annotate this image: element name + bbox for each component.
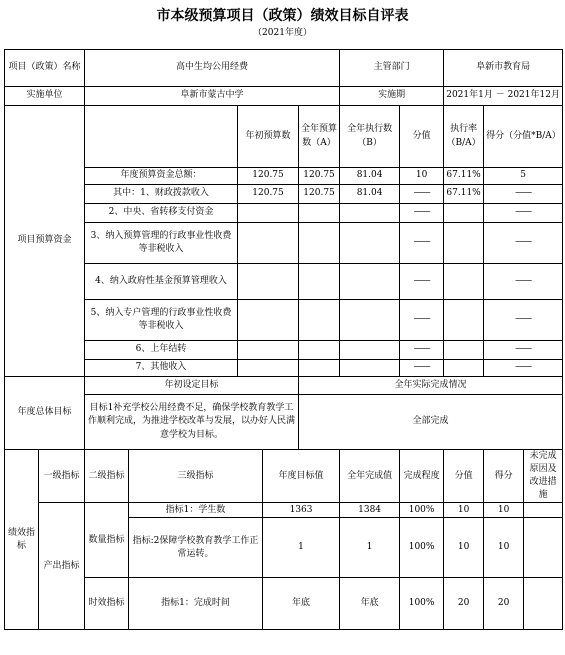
funds-row bbox=[5, 168, 563, 185]
funds-row-init bbox=[238, 223, 299, 264]
funds-row-rate bbox=[444, 341, 484, 360]
perf-row-value: 20 bbox=[444, 578, 484, 630]
funds-row-rate bbox=[444, 264, 484, 300]
dept-label: 主管部门 bbox=[340, 50, 444, 87]
perf-row-reason bbox=[524, 578, 563, 630]
col-level1: 一级指标 bbox=[39, 450, 85, 503]
perf-row-degree: 100% bbox=[400, 503, 444, 518]
funds-row-exec: 81.04 bbox=[340, 185, 400, 204]
funds-row-full bbox=[299, 341, 340, 360]
funds-row-score: —— bbox=[484, 264, 563, 300]
goals-actual-header: 全年实际完成情况 bbox=[299, 377, 563, 395]
funds-row-full bbox=[299, 300, 340, 341]
funds-row-init bbox=[238, 300, 299, 341]
funds-row-init bbox=[238, 341, 299, 360]
funds-row-label: 3、纳入预算管理的行政事业性收费等非税收入 bbox=[85, 223, 238, 264]
col-budget-init: 年初预算数 bbox=[238, 106, 299, 168]
funds-row bbox=[5, 204, 563, 223]
perf-row-degree: 100% bbox=[400, 578, 444, 630]
funds-row-init bbox=[238, 204, 299, 223]
perf-row bbox=[5, 578, 563, 630]
funds-row-score: —— bbox=[484, 204, 563, 223]
funds-row-score: —— bbox=[484, 223, 563, 264]
perf-row-name: 指标:2保障学校教育教学工作正常运转。 bbox=[129, 518, 263, 578]
funds-row-value: —— bbox=[400, 264, 444, 300]
funds-row-rate: 67.11% bbox=[444, 185, 484, 204]
funds-row-label: 年度预算资金总额： bbox=[85, 168, 238, 185]
funds-row-init bbox=[238, 264, 299, 300]
goals-section-label: 年度总体目标 bbox=[5, 377, 85, 450]
goals-initial-text: 目标1补充学校公用经费不足，确保学校教育教学工作顺利完成，为推进学校改革与发展，以办好人民满意学校为目标。 bbox=[85, 395, 299, 450]
funds-row bbox=[5, 341, 563, 360]
funds-row-value: —— bbox=[400, 204, 444, 223]
funds-row-value: —— bbox=[400, 300, 444, 341]
col-value: 分值 bbox=[444, 450, 484, 503]
col-level3: 三级指标 bbox=[129, 450, 263, 503]
perf-row-actual: 1384 bbox=[340, 503, 400, 518]
group-quantity: 数量指标 bbox=[85, 503, 129, 578]
project-info-row bbox=[5, 50, 563, 87]
funds-row-score: —— bbox=[484, 341, 563, 360]
perf-section-label: 绩效指标 bbox=[5, 450, 39, 630]
period-value: 2021年1月 － 2021年12月 bbox=[444, 87, 563, 106]
funds-row-label: 4、纳入政府性基金预算管理收入 bbox=[85, 264, 238, 300]
col-degree: 完成程度 bbox=[400, 450, 444, 503]
funds-row-full bbox=[299, 360, 340, 377]
funds-row-label: 6、上年结转 bbox=[85, 341, 238, 360]
funds-row-full bbox=[299, 264, 340, 300]
funds-row-value: —— bbox=[400, 360, 444, 377]
col-reason: 未完成原因及改进措施 bbox=[524, 450, 563, 503]
perf-row-actual: 年底 bbox=[340, 578, 400, 630]
funds-row-rate bbox=[444, 204, 484, 223]
funds-row-score: —— bbox=[484, 360, 563, 377]
evaluation-table bbox=[4, 49, 563, 630]
funds-row-init: 120.75 bbox=[238, 185, 299, 204]
funds-row bbox=[5, 360, 563, 377]
perf-row-target: 1 bbox=[263, 518, 340, 578]
col-executed: 全年执行数（B） bbox=[340, 106, 400, 168]
funds-row-score: 5 bbox=[484, 168, 563, 185]
project-name: 高中生均公用经费 bbox=[85, 50, 340, 87]
funds-row-label: 其中：1、财政拨款收入 bbox=[85, 185, 238, 204]
funds-row-value: —— bbox=[400, 185, 444, 204]
funds-row-score: —— bbox=[484, 300, 563, 341]
funds-row-value: —— bbox=[400, 223, 444, 264]
perf-row-name: 指标1：完成时间 bbox=[129, 578, 263, 630]
col-actual: 全年完成值 bbox=[340, 450, 400, 503]
perf-row-value: 10 bbox=[444, 503, 484, 518]
funds-row-full: 120.75 bbox=[299, 185, 340, 204]
goals-content-row bbox=[5, 395, 563, 450]
funds-row-exec bbox=[340, 300, 400, 341]
perf-row-reason bbox=[524, 503, 563, 518]
funds-row-rate: 67.11% bbox=[444, 168, 484, 185]
funds-row-exec bbox=[340, 204, 400, 223]
funds-row-score: —— bbox=[484, 185, 563, 204]
funds-row-exec bbox=[340, 360, 400, 377]
unit-value: 阜新市蒙古中学 bbox=[85, 87, 340, 106]
goals-header-row bbox=[5, 377, 563, 395]
document-title: 市本级预算项目（政策）绩效目标自评表 bbox=[156, 8, 409, 24]
level1-output: 产出指标 bbox=[39, 503, 85, 630]
perf-row-target: 1363 bbox=[263, 503, 340, 518]
perf-row-actual: 1 bbox=[340, 518, 400, 578]
funds-row-full: 120.75 bbox=[299, 168, 340, 185]
funds-row-label: 7、其他收入 bbox=[85, 360, 238, 377]
perf-row-score: 10 bbox=[484, 503, 524, 518]
perf-row-score: 10 bbox=[484, 518, 524, 578]
funds-row-label: 2、中央、省转移支付资金 bbox=[85, 204, 238, 223]
perf-row bbox=[5, 503, 563, 518]
funds-row bbox=[5, 185, 563, 204]
document-year: （2021年度） bbox=[253, 28, 312, 38]
funds-row-exec bbox=[340, 264, 400, 300]
funds-section-label: 项目预算资金 bbox=[5, 106, 85, 377]
funds-row-exec: 81.04 bbox=[340, 168, 400, 185]
col-perf-score: 得分 bbox=[484, 450, 524, 503]
perf-row-reason bbox=[524, 518, 563, 578]
funds-row-full bbox=[299, 204, 340, 223]
unit-label: 实施单位 bbox=[5, 87, 85, 106]
col-budget-full: 全年预算数（A） bbox=[299, 106, 340, 168]
perf-row-degree: 100% bbox=[400, 518, 444, 578]
funds-row bbox=[5, 300, 563, 341]
funds-header-row bbox=[5, 106, 563, 168]
unit-row bbox=[5, 87, 563, 106]
funds-row-value: —— bbox=[400, 341, 444, 360]
col-exec-rate: 执行率（B/A） bbox=[444, 106, 484, 168]
perf-row-score: 20 bbox=[484, 578, 524, 630]
goals-initial-header: 年初设定目标 bbox=[85, 377, 299, 395]
col-score-value: 分值 bbox=[400, 106, 444, 168]
goals-actual-text: 全部完成 bbox=[299, 395, 563, 450]
col-target: 年度目标值 bbox=[263, 450, 340, 503]
funds-blank-header bbox=[85, 106, 238, 168]
funds-row-rate bbox=[444, 300, 484, 341]
funds-row bbox=[5, 264, 563, 300]
perf-row-target: 年底 bbox=[263, 578, 340, 630]
group-timeliness: 时效指标 bbox=[85, 578, 129, 630]
project-name-label: 项目（政策）名称 bbox=[5, 50, 85, 87]
perf-row-name: 指标1：学生数 bbox=[129, 503, 263, 518]
perf-row-value: 10 bbox=[444, 518, 484, 578]
funds-row-init bbox=[238, 360, 299, 377]
period-label: 实施期 bbox=[340, 87, 444, 106]
funds-row-exec bbox=[340, 341, 400, 360]
funds-row-full bbox=[299, 223, 340, 264]
funds-row-value: 10 bbox=[400, 168, 444, 185]
funds-row-rate bbox=[444, 223, 484, 264]
funds-row-rate bbox=[444, 360, 484, 377]
funds-row-exec bbox=[340, 223, 400, 264]
dept-value: 阜新市教育局 bbox=[444, 50, 563, 87]
funds-row-label: 5、纳入专户管理的行政事业性收费等非税收入 bbox=[85, 300, 238, 341]
col-level2: 二级指标 bbox=[85, 450, 129, 503]
col-score: 得分（分值*B/A） bbox=[484, 106, 563, 168]
perf-header-row bbox=[5, 450, 563, 503]
funds-row bbox=[5, 223, 563, 264]
funds-row-init: 120.75 bbox=[238, 168, 299, 185]
